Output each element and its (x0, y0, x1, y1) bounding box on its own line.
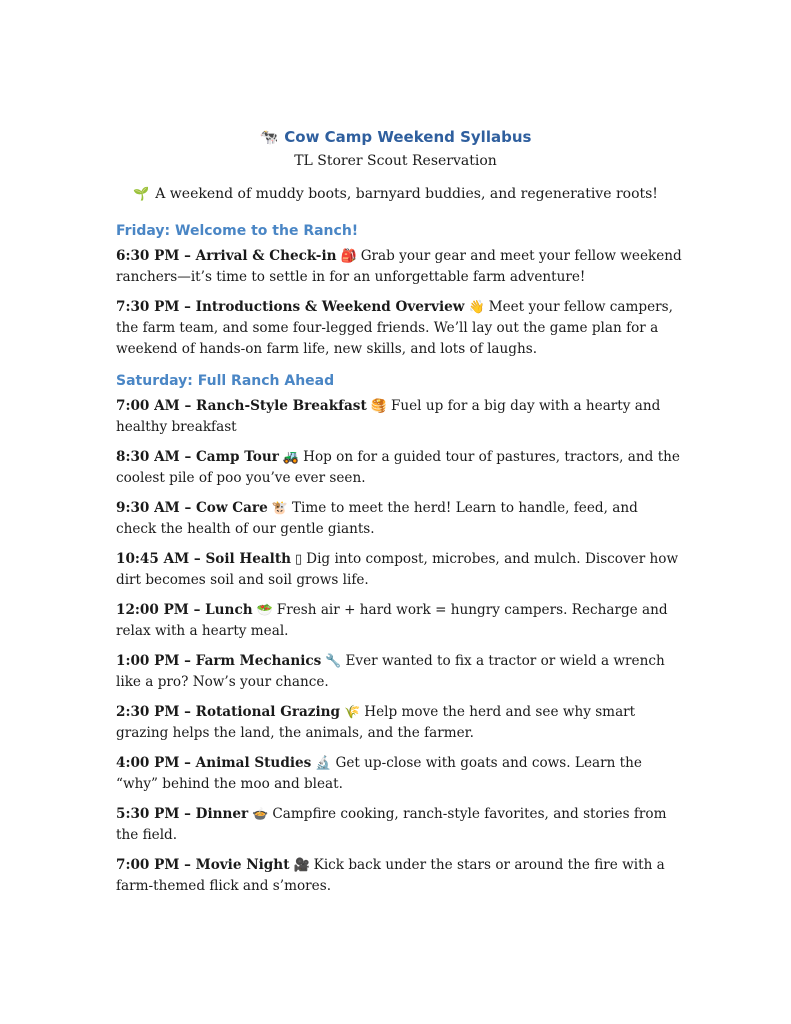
entry-time-title: 6:30 PM – Arrival & Check-in (116, 248, 337, 264)
schedule-entry (116, 804, 682, 846)
schedule-entry (116, 498, 682, 540)
schedule-entry (116, 651, 682, 693)
entry-description: Fresh air + hard work = hungry campers. Recharge and relax with a hearty meal. (116, 602, 668, 639)
pancakes-icon: 🥞 (370, 399, 387, 414)
waving-hand-icon: 👋 (468, 300, 485, 315)
schedule-entry (116, 549, 682, 591)
microscope-icon: 🔬 (315, 756, 332, 771)
entry-time-title: 7:00 AM – Ranch-Style Breakfast (116, 398, 367, 414)
schedule-entry (116, 246, 682, 288)
entry-time-title: 9:30 AM – Cow Care (116, 500, 268, 516)
entry-time-title: 4:00 PM – Animal Studies (116, 755, 312, 771)
schedule-entry (116, 297, 682, 360)
entry-time-title: 12:00 PM – Lunch (116, 602, 253, 618)
entry-description: Kick back under the stars or around the fire with a farm-themed flick and s’mores. (116, 857, 665, 894)
entry-time-title: 2:30 PM – Rotational Grazing (116, 704, 341, 720)
day-section (116, 222, 682, 360)
entry-description: Campfire cooking, ranch-style favorites, and stories from the field. (116, 806, 667, 843)
entry-time-title: 8:30 AM – Camp Tour (116, 449, 279, 465)
cow-icon: 🐄 (259, 128, 279, 146)
schedule-entry (116, 447, 682, 489)
entry-description: Dig into compost, microbes, and mulch. Discover how dirt becomes soil and soil grows life. (116, 551, 679, 588)
title-text: Cow Camp Weekend Syllabus (284, 128, 532, 146)
cow-face-icon: 🐮 (271, 501, 288, 516)
entry-description: Help move the herd and see why smart grazing helps the land, the animals, and the farmer. (116, 704, 636, 741)
schedule-entry (116, 702, 682, 744)
entry-description: Hop on for a guided tour of pastures, tractors, and the coolest pile of poo you’ve ever seen. (116, 449, 680, 486)
grain-icon: 🌾 (344, 705, 361, 720)
entry-description: Ever wanted to fix a tractor or wield a wrench like a pro? Now’s your chance. (116, 653, 665, 690)
missing-glyph-icon: ▯ (295, 552, 303, 567)
entry-description: Grab your gear and meet your fellow weekend ranchers—it’s time to settle in for an unforgettable farm adventure! (116, 248, 682, 285)
day-heading: Saturday: Full Ranch Ahead (116, 373, 335, 389)
entry-time-title: 7:30 PM – Introductions & Weekend Overview (116, 299, 465, 315)
seedling-icon: 🌱 (133, 187, 150, 202)
document-subtitle: TL Storer Scout Reservation (294, 153, 497, 169)
day-heading: Friday: Welcome to the Ranch! (116, 223, 359, 239)
entry-time-title: 7:00 PM – Movie Night (116, 857, 290, 873)
schedule-entry (116, 600, 682, 642)
wrench-icon: 🔧 (325, 654, 342, 669)
entry-time-title: 5:30 PM – Dinner (116, 806, 249, 822)
tagline (0, 186, 791, 202)
entry-description: Get up-close with goats and cows. Learn the “why” behind the moo and bleat. (116, 755, 642, 792)
document-title (0, 128, 791, 146)
entry-description: Meet your fellow campers, the farm team, and some four-legged friends. We’ll lay out the game plan for a weekend of hands-on farm life, new skills, and lots of laughs. (116, 299, 673, 357)
schedule-entry (116, 753, 682, 795)
entry-description: Time to meet the herd! Learn to handle, feed, and check the health of our gentle giants. (116, 500, 638, 537)
entry-time-title: 1:00 PM – Farm Mechanics (116, 653, 322, 669)
stew-pot-icon: 🍲 (252, 807, 269, 822)
entry-description: Fuel up for a big day with a hearty and healthy breakfast (116, 398, 661, 435)
tagline-text: A weekend of muddy boots, barnyard buddies, and regenerative roots! (155, 186, 658, 202)
movie-camera-icon: 🎥 (293, 858, 310, 873)
backpack-icon: 🎒 (340, 249, 357, 264)
entry-time-title: 10:45 AM – Soil Health (116, 551, 292, 567)
schedule-entry (116, 396, 682, 438)
salad-bowl-icon: 🥗 (256, 603, 273, 618)
schedule-entry (116, 855, 682, 897)
schedule (116, 222, 682, 906)
day-section (116, 372, 682, 897)
tractor-icon: 🚜 (282, 450, 300, 465)
